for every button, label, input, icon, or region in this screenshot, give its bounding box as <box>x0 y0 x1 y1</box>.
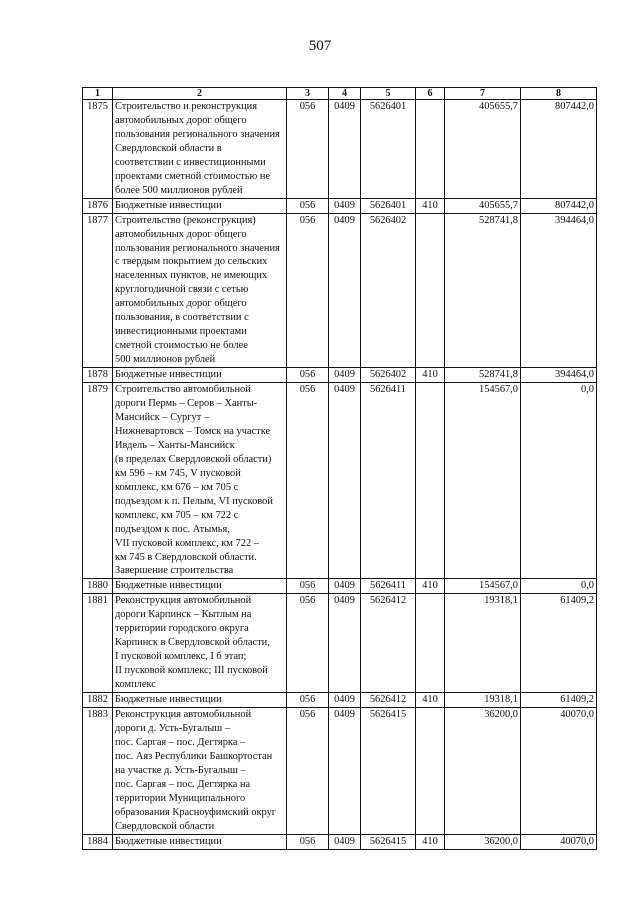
row-name-line: дороги Карпинск – Кытлым на <box>115 609 252 621</box>
table-body <box>83 100 597 850</box>
row-name-line: Свердловской области в <box>115 142 222 154</box>
row-target-code: 5626401 <box>361 100 416 199</box>
row-sum-first: 19318,1 <box>445 693 521 708</box>
row-sum-second: 0,0 <box>521 383 597 579</box>
row-name-line: Строительство и реконструкция <box>115 101 257 112</box>
row-target-code: 5626411 <box>361 383 416 579</box>
row-name <box>113 198 287 213</box>
row-name-line: круглогодичной связи с сетью <box>115 284 249 296</box>
row-name-line: пользования регионального значения <box>115 242 280 254</box>
row-sum-second: 61409,2 <box>521 693 597 708</box>
row-name-line: проектами сметной стоимостью не <box>115 170 271 182</box>
header-col-1: 1 <box>83 88 113 100</box>
row-ministry-code: 056 <box>287 100 329 199</box>
row-name <box>113 594 287 693</box>
row-name-line: с твердым покрытием до сельских <box>115 256 268 268</box>
row-target-code: 5626415 <box>361 834 416 849</box>
row-name-line: Ивдель – Ханты-Мансийск <box>115 439 235 451</box>
row-number: 1881 <box>83 594 113 693</box>
row-name-line: Строительство автомобильной <box>115 384 251 396</box>
row-number: 1883 <box>83 707 113 834</box>
table-row <box>83 834 597 849</box>
row-name-line: автомобильных дорог общего <box>115 298 247 310</box>
row-name-line: подъездом к п. Пелым, VI пусковой <box>115 495 273 507</box>
header-col-6: 6 <box>416 88 445 100</box>
row-sum-first: 36200,0 <box>445 834 521 849</box>
row-name-line: I пусковой комплекс, I б этап; <box>115 651 247 663</box>
header-row <box>83 88 597 100</box>
row-sum-second: 394464,0 <box>521 368 597 383</box>
row-sum-second: 40070,0 <box>521 707 597 834</box>
row-name-line: дороги Пермь – Серов – Ханты- <box>115 398 258 410</box>
row-section-code: 0409 <box>329 100 361 199</box>
row-name-line: автомобильных дорог общего <box>115 114 247 126</box>
row-name-line: пос. Саргая – пос. Дегтярка – <box>115 736 246 748</box>
row-name-line: подъездом к пос. Атымья, <box>115 523 230 535</box>
row-ministry-code: 056 <box>287 198 329 213</box>
row-section-code: 0409 <box>329 579 361 594</box>
row-expense-type: 410 <box>416 834 445 849</box>
row-name <box>113 579 287 594</box>
row-number: 1879 <box>83 383 113 579</box>
row-name-line: Бюджетные инвестиции <box>115 835 222 847</box>
row-sum-first: 36200,0 <box>445 707 521 834</box>
row-name-line: Мансийск – Сургут – <box>115 411 210 423</box>
row-expense-type: 410 <box>416 368 445 383</box>
row-name-line: Реконструкция автомобильной <box>115 708 252 720</box>
row-name-line: Нижневартовск – Томск на участке <box>115 425 271 437</box>
row-target-code: 5626402 <box>361 368 416 383</box>
row-sum-first: 154567,0 <box>445 579 521 594</box>
row-sum-second: 40070,0 <box>521 834 597 849</box>
row-ministry-code: 056 <box>287 707 329 834</box>
row-name-line: Бюджетные инвестиции <box>115 199 222 211</box>
row-name-line: пользования, в соответствии с <box>115 312 249 324</box>
budget-table <box>82 87 597 850</box>
row-name-line: II пусковой комплекс; III пусковой <box>115 665 268 677</box>
row-sum-second: 807442,0 <box>521 100 597 199</box>
row-name-line: Бюджетные инвестиции <box>115 694 222 706</box>
row-name-line: сметной стоимостью не более <box>115 340 248 352</box>
table-row <box>83 693 597 708</box>
row-expense-type <box>416 100 445 199</box>
row-number: 1878 <box>83 368 113 383</box>
row-number: 1880 <box>83 579 113 594</box>
row-name-line: дороги д. Усть-Бугалыш – <box>115 722 231 734</box>
row-name-line: пос. Саргая – пос. Дегтярка на <box>115 778 251 790</box>
table-row <box>83 707 597 834</box>
row-section-code: 0409 <box>329 594 361 693</box>
row-expense-type <box>416 213 445 367</box>
row-expense-type <box>416 383 445 579</box>
row-sum-second: 0,0 <box>521 579 597 594</box>
row-sum-first: 528741,8 <box>445 368 521 383</box>
row-sum-first: 154567,0 <box>445 383 521 579</box>
row-section-code: 0409 <box>329 707 361 834</box>
row-name-line: территории городского округа <box>115 623 249 635</box>
row-name <box>113 213 287 367</box>
row-section-code: 0409 <box>329 834 361 849</box>
row-name-line: инвестиционными проектами <box>115 326 247 338</box>
row-name-line: VII пусковой комплекс, км 722 – <box>115 537 259 549</box>
row-target-code: 5626411 <box>361 579 416 594</box>
header-col-3: 3 <box>287 88 329 100</box>
row-name-line: Завершение строительства <box>115 565 234 577</box>
row-expense-type: 410 <box>416 579 445 594</box>
row-name-line: соответствии с инвестиционными <box>115 156 266 168</box>
row-name-line: автомобильных дорог общего <box>115 228 247 240</box>
row-name-line: (в пределах Свердловской области) <box>115 453 272 465</box>
row-name-line: км 596 – км 745, V пусковой <box>115 467 241 479</box>
row-section-code: 0409 <box>329 213 361 367</box>
header-col-2: 2 <box>113 88 287 100</box>
row-name-line: пос. Аяз Республики Башкортостан <box>115 750 273 762</box>
row-section-code: 0409 <box>329 693 361 708</box>
row-target-code: 5626415 <box>361 707 416 834</box>
page-number: 507 <box>308 38 332 54</box>
row-sum-second: 807442,0 <box>521 198 597 213</box>
header-col-4: 4 <box>329 88 361 100</box>
row-name-line: комплекс, км 705 – км 722 с <box>115 509 239 521</box>
row-name-line: Строительство (реконструкция) <box>115 214 256 226</box>
table-row <box>83 213 597 367</box>
row-name-line: Карпинск в Свердловской области, <box>115 637 270 649</box>
table-row <box>83 594 597 693</box>
row-section-code: 0409 <box>329 383 361 579</box>
row-number: 1876 <box>83 198 113 213</box>
table-row <box>83 198 597 213</box>
row-sum-first: 528741,8 <box>445 213 521 367</box>
row-expense-type <box>416 707 445 834</box>
table-row <box>83 100 597 199</box>
row-expense-type: 410 <box>416 693 445 708</box>
row-target-code: 5626401 <box>361 198 416 213</box>
row-number: 1875 <box>83 100 113 199</box>
row-name-line: комплекс <box>115 679 156 691</box>
row-sum-second: 394464,0 <box>521 213 597 367</box>
row-section-code: 0409 <box>329 368 361 383</box>
row-name-line: км 745 в Свердловской области. <box>115 551 257 563</box>
row-name-line: на участке д. Усть-Бугалыш – <box>115 764 246 776</box>
row-ministry-code: 056 <box>287 368 329 383</box>
table-row <box>83 579 597 594</box>
row-sum-first: 405655,7 <box>445 198 521 213</box>
row-sum-first: 405655,7 <box>445 100 521 199</box>
row-name-line: пользования регионального значения <box>115 128 280 140</box>
row-name-line: 500 миллионов рублей <box>115 354 216 366</box>
row-name <box>113 834 287 849</box>
row-ministry-code: 056 <box>287 383 329 579</box>
row-number: 1877 <box>83 213 113 367</box>
row-name-line: территории Муниципального <box>115 792 246 804</box>
row-name <box>113 693 287 708</box>
row-target-code: 5626412 <box>361 693 416 708</box>
row-target-code: 5626412 <box>361 594 416 693</box>
header-col-5: 5 <box>361 88 416 100</box>
row-name-line: комплекс, км 676 – км 705 с <box>115 481 239 493</box>
row-name <box>113 707 287 834</box>
row-expense-type <box>416 594 445 693</box>
row-name-line: образования Красноуфимский округ <box>115 806 277 818</box>
row-name-line: Бюджетные инвестиции <box>115 580 222 592</box>
header-col-7: 7 <box>445 88 521 100</box>
row-ministry-code: 056 <box>287 594 329 693</box>
row-section-code: 0409 <box>329 198 361 213</box>
row-sum-first: 19318,1 <box>445 594 521 693</box>
header-col-8: 8 <box>521 88 597 100</box>
row-ministry-code: 056 <box>287 213 329 367</box>
table-row <box>83 368 597 383</box>
row-target-code: 5626402 <box>361 213 416 367</box>
row-number: 1882 <box>83 693 113 708</box>
row-name-line: Бюджетные инвестиции <box>115 369 222 381</box>
row-ministry-code: 056 <box>287 693 329 708</box>
row-number: 1884 <box>83 834 113 849</box>
row-ministry-code: 056 <box>287 579 329 594</box>
table-row <box>83 383 597 579</box>
row-expense-type: 410 <box>416 198 445 213</box>
row-name-line: Свердловской области <box>115 820 215 832</box>
row-name <box>113 100 287 199</box>
row-sum-second: 61409,2 <box>521 594 597 693</box>
row-name <box>113 368 287 383</box>
row-name <box>113 383 287 579</box>
row-name-line: населенных пунктов, не имеющих <box>115 270 268 282</box>
row-name-line: Реконструкция автомобильной <box>115 595 252 607</box>
row-ministry-code: 056 <box>287 834 329 849</box>
row-name-line: более 500 миллионов рублей <box>115 184 243 196</box>
